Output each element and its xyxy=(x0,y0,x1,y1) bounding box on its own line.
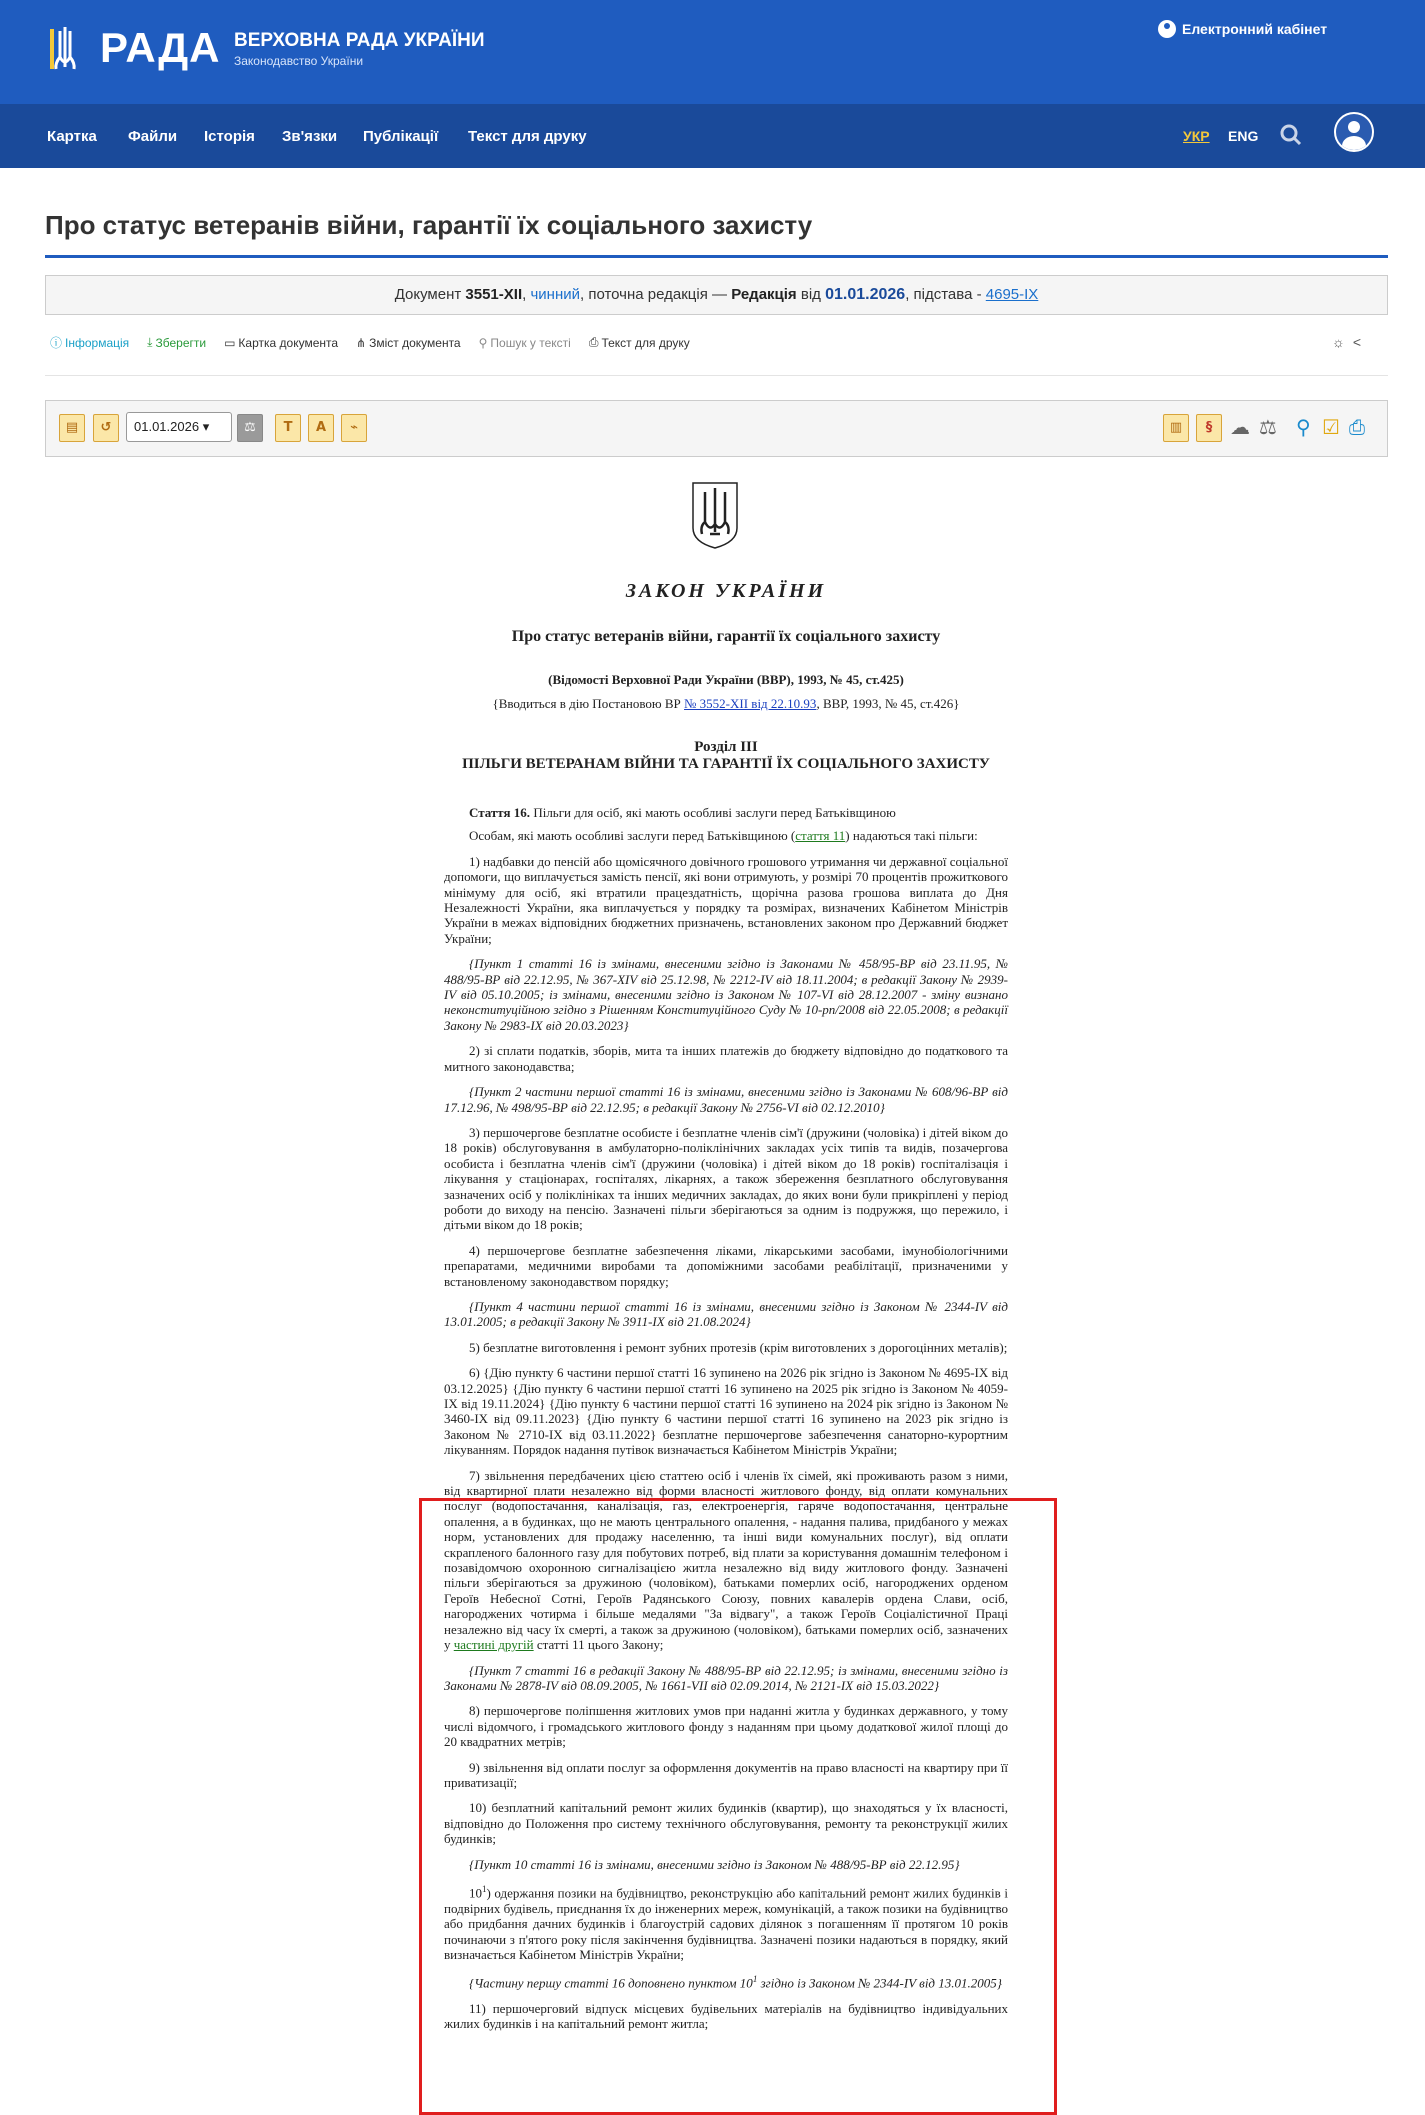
nav-item-history[interactable]: Історія xyxy=(204,128,255,145)
article-label: Стаття 16. xyxy=(469,805,531,820)
nav-item-links[interactable]: Зв'язки xyxy=(282,128,338,145)
n10-1-text-a: {Частину першу статті 16 доповнено пунктом 10 xyxy=(469,1975,753,1991)
document-toolbar xyxy=(45,400,1388,457)
paragraph-4: 4) першочергове безплатне забезпечення ліками, лікарськими засобами, імунобіологічними препаратами, медичними виробами та допоміжними засобами реабілітації, призначеними у встановленому законодавством порядку; xyxy=(444,1242,1008,1289)
n10-1-sup: 1 xyxy=(752,1974,758,1985)
user-avatar-icon[interactable] xyxy=(1334,112,1374,152)
tools-divider xyxy=(45,375,1388,376)
coat-of-arms-icon xyxy=(690,480,740,550)
edition-from: від xyxy=(800,286,821,303)
save-label: Зберегти xyxy=(155,335,207,350)
note-4: {Пункт 4 частини першої статті 16 із змінами, внесеними згідно із Законом № 2344-IV від 13.01.2005; в редакції Закону № 3911-IX від 21.08.2024} xyxy=(444,1298,1008,1330)
n10-1-text-b: згідно із Законом № 2344-IV від 13.01.2005} xyxy=(757,1975,1002,1991)
article-title: Пільги для осіб, які мають особливі заслуги перед Батьківщиною xyxy=(530,805,896,820)
enactment-suffix: , ВВР, 1993, № 45, ст.426} xyxy=(816,696,960,711)
note-2: {Пункт 2 частини першої статті 16 із змінами, внесеними згідно із Законами № 608/96-ВР від 17.12.96, № 498/95-ВР від 22.12.95; в редакції Закону № 2756-VI від 02.12.2010} xyxy=(444,1084,1008,1115)
nav-item-card[interactable]: Картка xyxy=(47,128,97,145)
lang-ukr-link[interactable]: УКР xyxy=(1183,128,1210,144)
print-tool[interactable] xyxy=(589,334,690,351)
document-text xyxy=(444,805,1008,2042)
paragraph-intro xyxy=(444,828,1008,843)
user-circle-icon xyxy=(1158,20,1176,38)
magnifier-icon[interactable]: ⚲ xyxy=(1296,415,1311,439)
folder-icon: ▭ xyxy=(224,335,236,350)
edition-date-value: 01.01.2026 xyxy=(134,419,200,434)
p7-text-a: 7) звільнення передбачених цією статтею осіб і членів їх сімей, які проживають разом з ними, від квартирної плати незалежно від форми власності житлового фонду, від оплати комунальних послуг (водопостачання, каналізація, газ, електроенергія, гаряче водопостачання, центральне опалення, а в будинках, що не мають центрального опалення, - надання палива, придбаного у межах норм, установлених для продажу населенню, та інші види комунальних послуг), від оплати скрапленого балонного газу для побутових потреб, від плати за користування домашнім телефоном і позавідомчою охоронною сигналізацією житла незалежно від виду житлового фонду. Зазначені пільги зберігаються за дружиною (чоловіком), батьками померлих осіб, нагороджених орденом Героїв Небесної Сотні, Героїв Радянського Союзу, повних кавалерів ордена Слави, осіб, нагороджених чотирма і більше медалями "За відвагу", а також Героїв Соціалістичної Праці незалежно від часу їх смерті, а також за дружиною (чоловіком), батьками померлих осіб, зазначених у xyxy=(444,1467,1008,1653)
search-small-icon: ⚲ xyxy=(478,335,488,350)
site-header xyxy=(0,0,1425,104)
logo-text[interactable]: РАДА xyxy=(100,24,221,71)
lang-eng-link[interactable]: ENG xyxy=(1228,128,1259,144)
note-10: {Пункт 10 статті 16 із змінами, внесеними згідно із Законом № 488/95-ВР від 22.12.95} xyxy=(469,1856,960,1872)
article-11-link[interactable]: стаття 11 xyxy=(795,828,846,844)
enactment-prefix: {Вводиться в дію Постановою ВР xyxy=(492,696,685,711)
edition-date: 01.01.2026 xyxy=(825,286,906,303)
paragraph-11: 11) першочерговий відпуск місцевих будівельних матеріалів на будівництво індивідуальних жилих будинків і на капітальний ремонт житла; xyxy=(444,2001,1008,2032)
paragraph-3: 3) першочергове безплатне особисте і безплатне членів сім'ї (дружини (чоловіка) і дітей віком до 18 років) обслуговування в амбулаторно-поліклінічних закладах усіх типів та видів, позачергова особиста і безплатна членів сім'ї (дружини (чоловіка) і дітей віком до 18 років) госпіталізація і лікування у стаціонарах, госпіталях, лікарнях, а також збереження безплатного обслуговування зазначених осіб у поліклініках та інших медичних закладах, до яких вони були прикріплені у період роботи до виходу на пенсію. Зазначені пільги зберігаються за одним із подружжя, що пережило, і дітьми віком до 18 років; xyxy=(444,1124,1008,1233)
intro-text-a: Особам, які мають особливі заслуги перед Батьківщиною ( xyxy=(469,828,796,844)
documents-icon[interactable]: ▥ xyxy=(1163,414,1189,442)
document-tools xyxy=(50,334,690,351)
nav-item-files[interactable]: Файли xyxy=(128,128,178,145)
search-icon[interactable] xyxy=(1280,124,1302,146)
download-icon: ⤓ xyxy=(147,335,153,349)
p10-1-sup: 1 xyxy=(482,1883,487,1894)
law-title: Про статус ветеранів війни, гарантії їх соціального захисту xyxy=(511,628,941,645)
font-size-icon[interactable]: A xyxy=(308,414,334,442)
save-tool[interactable] xyxy=(147,334,206,351)
document-status-bar: Документ 3551-XII, чинний, поточна редакція — Редакція від 01.01.2026, підстава - 4695-IX xyxy=(45,275,1388,315)
paragraph-10-1 xyxy=(444,1882,1008,1962)
print-label: Текст для друку xyxy=(601,335,690,350)
paragraph-icon[interactable]: § xyxy=(1196,414,1222,442)
part-two-link[interactable]: частині другій xyxy=(453,1637,534,1653)
tools-right xyxy=(1332,334,1369,350)
document-status[interactable]: чинний xyxy=(530,286,580,303)
enactment-note xyxy=(444,696,1008,712)
printer-icon: ⎙ xyxy=(588,335,599,349)
enactment-link[interactable]: № 3552-XII від 22.10.93 xyxy=(684,696,817,711)
title-divider xyxy=(45,255,1388,258)
search-text-tool[interactable] xyxy=(479,334,571,351)
text-format-icon[interactable]: T xyxy=(275,414,301,442)
checkmark-icon[interactable]: ☑ xyxy=(1322,415,1340,439)
scales-icon[interactable]: ⚖ xyxy=(1259,415,1277,439)
sitemap-icon: ⋔ xyxy=(356,335,367,350)
link-icon[interactable]: ⌁ xyxy=(341,414,367,442)
paragraph-2: 2) зі сплати податків, зборів, мита та інших платежів до бюджету відповідно до податкового та митного законодавства; xyxy=(444,1043,1008,1074)
nav-item-publications[interactable]: Публікації xyxy=(363,128,439,145)
page-title: Про статус ветеранів війни, гарантії їх соціального захисту xyxy=(45,210,813,240)
info-label: Інформація xyxy=(65,335,130,350)
contents-tool[interactable] xyxy=(356,334,461,351)
print-icon[interactable]: ⎙ xyxy=(1349,415,1365,439)
paragraph-9: 9) звільнення від оплати послуг за оформлення документів на право власності на квартиру при її приватизації; xyxy=(444,1759,1008,1790)
paragraph-5: 5) безплатне виготовлення і ремонт зубних протезів (крім виготовлених з дорогоцінних металів); xyxy=(469,1339,1008,1355)
edition-date-select[interactable]: 01.01.2026 ▾ xyxy=(126,412,232,442)
basis-link[interactable]: 4695-IX xyxy=(985,286,1039,303)
article-heading xyxy=(444,805,1008,820)
document-number: 3551-XII xyxy=(465,286,523,303)
paragraph-8: 8) першочергове поліпшення житлових умов при наданні житла у будинках державного, у тому числі відомчого, і громадського житлового фонду з наданням при цьому додаткової жилої площі до 20 квадратних метрів; xyxy=(444,1703,1008,1750)
archive-icon[interactable]: ▤ xyxy=(59,414,85,442)
history-icon[interactable]: ↺ xyxy=(93,414,119,442)
nav-item-print-text[interactable]: Текст для друку xyxy=(468,128,587,145)
section-number: Розділ III xyxy=(694,739,758,755)
intro-text-b: ) надаються такі пільги: xyxy=(845,828,978,844)
note-1: {Пункт 1 статті 16 із змінами, внесеними згідно із Законами № 458/95-ВР від 23.11.95, № 488/95-ВР від 22.12.95, № 367-XIV від 25.12.98, № 2212-IV від 18.11.2004; в редакції Закону № 2939-IV від 05.10.2005; із змінами, внесеними згідно із Законом № 107-VI від 28.12.2007 - зміну визнано неконституційною згідно з Рішенням Конституційного Суду № 10-рп/2008 від 22.05.2008; в редакції Закону № 2983-IX від 20.03.2023} xyxy=(444,956,1008,1033)
paragraph-7 xyxy=(444,1468,1008,1653)
electronic-cabinet-link[interactable] xyxy=(1158,20,1327,38)
info-tool[interactable] xyxy=(50,334,129,351)
section-title: ПІЛЬГИ ВЕТЕРАНАМ ВІЙНИ ТА ГАРАНТІЇ ЇХ СОЦІАЛЬНОГО ЗАХИСТУ xyxy=(462,756,990,772)
paragraph-1: 1) надбавки до пенсій або щомісячного довічного грошового утримання чи державної соціальної допомоги, що виплачується замість пенсії, які вони отримують, у розмірі 70 процентів прожиткового мінімуму для осіб, які втратили працездатність, щорічна разова грошова виплата до Дня Незалежності України, яка виплачується у порядку та розмірах, визначених Кабінетом Міністрів України в межах відповідних бюджетних призначень, встановлених законом про Державний бюджет України; xyxy=(444,853,1008,946)
note-7: {Пункт 7 статті 16 в редакції Закону № 488/95-ВР від 22.12.95; із змінами, внесеними згідно із Законами № 2878-IV від 08.09.2005, № 1661-VII від 02.09.2014, № 2121-IX від 15.03.2022} xyxy=(444,1662,1008,1693)
status-mid: , поточна редакція — xyxy=(580,286,728,303)
p10-1-num: 10 xyxy=(469,1885,482,1901)
share-icon[interactable]: < xyxy=(1352,334,1370,350)
trident-logo-icon[interactable] xyxy=(50,27,80,73)
note-10-1 xyxy=(444,1972,1008,1991)
paragraph-6: 6) {Дію пункту 6 частини першої статті 16 зупинено на 2026 рік згідно із Законом № 4695-IX від 03.12.2025} {Дію пункту 6 частини першої статті 16 зупинено на 2025 рік згідно із Законом № 4059-IX від 19.11.2024} {Дію пункту 6 частини першої статті 16 зупинено на 2024 рік згідно із Законом № 3460-IX від 09.11.2023} {Дію пункту 6 частини першої статті 16 зупинено на 2023 рік згідно із Законом № 2710-IX від 03.11.2022} безплатне першочергове забезпечення санаторно-курортним лікуванням. Порядок надання путівок визначається Кабінетом Міністрів України; xyxy=(444,1365,1008,1458)
paragraph-10: 10) безплатний капітальний ремонт жилих будинків (квартир), що знаходяться у їх власності, відповідно до Положення про систему технічного обслуговування, ремонту та реконструкції жилих будинків; xyxy=(444,1800,1008,1847)
cabinet-label: Електронний кабінет xyxy=(1182,21,1328,37)
basis-label: , підстава - xyxy=(905,286,982,303)
vvr-reference: (Відомості Верховної Ради України (ВВР), 1993, № 45, ст.425) xyxy=(548,672,904,687)
p10-1-text: ) одержання позики на будівництво, реконструкцію або капітальний ремонт жилих будинків і подвірних будівель, приєднання їх до інженерних мереж, комунікацій, а також позики на будівництво або придбання дачних будинків і благоустрій садових ділянок з погашенням її протягом 10 років починаючи з п'ятого року після закінчення будівництва. Зазначені позики надаються в порядку, який визначається Кабінетом Міністрів України; xyxy=(444,1885,1008,1962)
site-title[interactable]: ВЕРХОВНА РАДА УКРАЇНИ xyxy=(234,30,485,51)
comments-icon[interactable]: ☁ xyxy=(1230,415,1250,439)
site-subtitle: Законодавство України xyxy=(234,54,364,68)
compare-icon[interactable]: ⚖ xyxy=(237,414,263,442)
info-icon: ⓘ xyxy=(50,336,63,350)
section-heading xyxy=(444,739,1008,773)
search-text-label: Пошук у тексті xyxy=(490,335,571,350)
p7-text-b: статті 11 цього Закону; xyxy=(533,1637,664,1653)
main-nav xyxy=(0,104,1425,168)
status-prefix: Документ xyxy=(394,286,462,303)
contents-label: Зміст документа xyxy=(369,335,461,350)
settings-icon[interactable]: ☼ xyxy=(1332,334,1353,350)
card-label: Картка документа xyxy=(238,335,339,350)
law-heading: ЗАКОН УКРАЇНИ xyxy=(625,580,827,602)
card-tool[interactable] xyxy=(224,334,338,351)
edition-label: Редакція xyxy=(731,286,797,303)
